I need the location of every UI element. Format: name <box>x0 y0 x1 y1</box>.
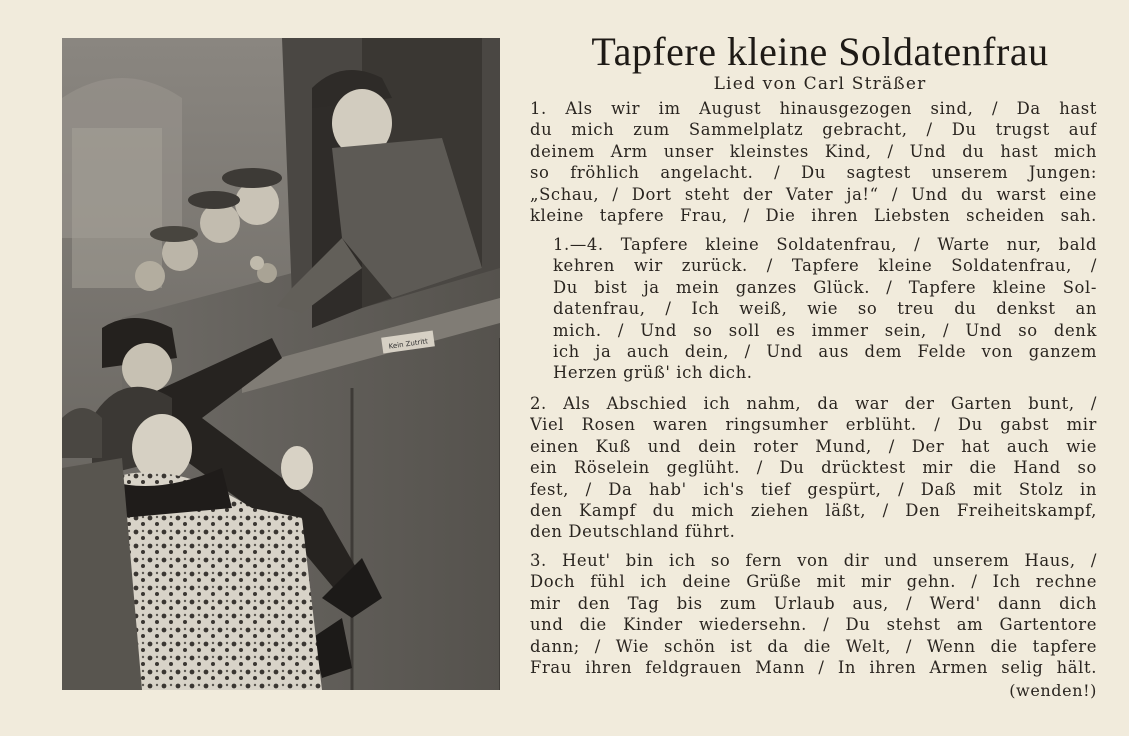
verse-2-line: 2. Als Abschied ich nahm, da war der Garten bunt, / <box>530 394 1097 413</box>
verse-3 <box>530 550 1097 678</box>
verse-3-line: 3. Heut' bin ich so fern von dir und unserem Haus, / <box>530 551 1097 570</box>
train-sign-text: Kein Zutritt <box>388 337 429 351</box>
refrain-line: ich ja auch dein, / Und aus dem Felde von ganzem <box>553 342 1097 362</box>
child-face <box>122 343 172 393</box>
photo-illustration <box>62 38 500 690</box>
verse-2-line: den Deutschland führt. <box>530 522 736 542</box>
refrain-line: Du bist ja mein ganzes Glück. / Tapfere kleine Sol- <box>553 277 1097 297</box>
song-title: Tapfere kleine Soldatenfrau <box>591 29 1049 74</box>
song-author: Lied von Carl Sträßer <box>713 74 927 94</box>
refrain <box>553 234 1097 384</box>
verse-2-line: ein Röselein geglüht. / Du drücktest mir die Hand so <box>530 458 1097 478</box>
verse-2-line: einen Kuß und dein roter Mund, / Der hat auch wie <box>530 436 1097 456</box>
verse-3-line: Doch fühl ich deine Grüße mit mir gehn. / Ich rechne <box>530 572 1097 592</box>
verse-1-line: kleine tapfere Frau, / Die ihren Liebsten scheiden sah. <box>530 206 1097 226</box>
refrain-line: datenfrau, / Ich weiß, wie so treu du denkst an <box>553 299 1097 319</box>
woman-face <box>132 414 192 482</box>
refrain-line: 1.—4. Tapfere kleine Soldatenfrau, / Warte nur, bald <box>553 235 1097 254</box>
verse-3-line: mir den Tag bis zum Urlaub aus, / Werd' dann dich <box>530 593 1097 613</box>
soldier-head-4 <box>135 261 165 291</box>
refrain-line: kehren wir zurück. / Tapfere kleine Soldatenfrau, / <box>553 256 1097 276</box>
verse-2-line: den Kampf du mich ziehen läßt, / Den Freiheitskampf, <box>530 501 1097 521</box>
photo-soldiers-train <box>62 38 500 690</box>
verse-1-line: deinem Arm unser kleinstes Kind, / Und du hast mich <box>530 141 1097 161</box>
verse-3-line: Frau ihren feldgrauen Mann / In ihren Armen selig hält. <box>530 658 1097 678</box>
verse-2 <box>530 393 1097 543</box>
verse-2-line: fest, / Da hab' ich's tief gespürt, / Daß mit Stolz in <box>530 479 1097 499</box>
verse-1-line: „Schau, / Dort steht der Vater ja!“ / Und du warst eine <box>530 184 1097 204</box>
verse-1 <box>530 98 1097 226</box>
verse-1-line: so fröhlich angelacht. / Du sagtest unserem Jungen: <box>530 163 1097 183</box>
turn-over-note: (wenden!) <box>1009 681 1097 700</box>
verse-1-line: du mich zum Sammelplatz gebracht, / Du trugst auf <box>530 120 1097 140</box>
refrain-line: mich. / Und so soll es immer sein, / Und so denk <box>553 320 1097 340</box>
soldier-head-2 <box>200 203 240 243</box>
verse-3-line: und die Kinder wiedersehn. / Du stehst am Gartentore <box>530 615 1097 635</box>
verse-3-line: dann; / Wie schön ist da die Welt, / Wenn die tapfere <box>530 636 1097 656</box>
refrain-line: Herzen grüß' ich dich. <box>553 363 753 383</box>
verse-2-line: Viel Rosen waren ringsumher erblüht. / Du gabst mir <box>530 415 1097 435</box>
verse-1-line: 1. Als wir im August hinausgezogen sind, / Da hast <box>530 99 1097 118</box>
